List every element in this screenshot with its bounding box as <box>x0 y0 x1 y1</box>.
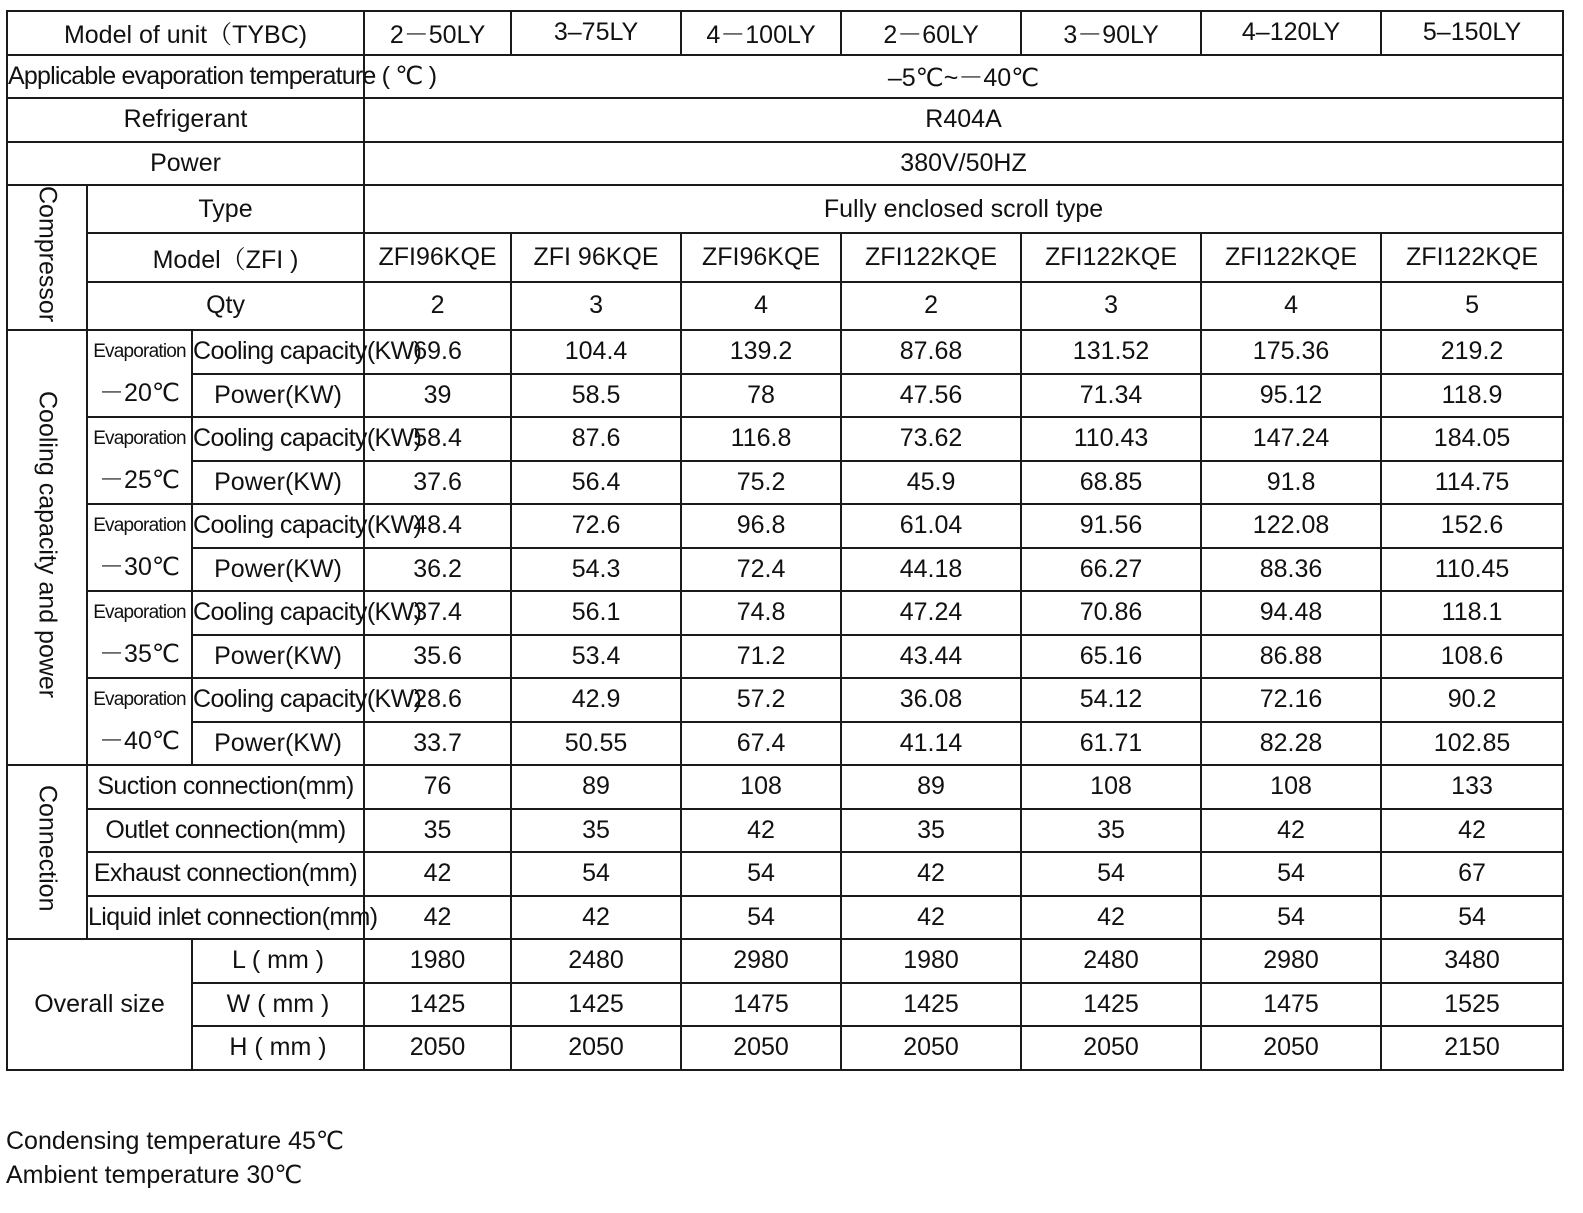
connection-row <box>7 765 1563 809</box>
refrigerant-row <box>7 98 1563 142</box>
dimension-cell: 1425 <box>511 983 681 1027</box>
compressor-qty-cell: 4 <box>1201 282 1381 330</box>
dimension-cell: 1425 <box>1021 983 1201 1027</box>
evaporation-word: Evaporation <box>93 601 186 623</box>
power-kw-label: Power(KW) <box>192 722 364 766</box>
dimension-cell: 3480 <box>1381 939 1563 983</box>
cooling-power-cell: 67.4 <box>681 722 841 766</box>
evaporation-temperature-row <box>7 55 1563 99</box>
connection-cell: 54 <box>1021 852 1201 896</box>
compressor-group <box>7 185 87 330</box>
cooling-capacity-cell: 72.6 <box>511 504 681 548</box>
power-kw-label: Power(KW) <box>192 635 364 679</box>
power-value: 380V/50HZ <box>364 142 1563 186</box>
evaporation-temp-value: －40℃ <box>99 726 180 755</box>
cooling-capacity-label: Cooling capacity(KW) <box>192 591 364 635</box>
model-header: 3－90LY <box>1021 11 1201 55</box>
connection-label: Outlet connection(mm) <box>87 809 364 853</box>
dimension-label: W ( mm ) <box>192 983 364 1027</box>
compressor-model-cell: ZFI122KQE <box>1201 233 1381 281</box>
connection-cell: 42 <box>364 852 511 896</box>
connection-cell: 108 <box>1021 765 1201 809</box>
connection-cell: 89 <box>511 765 681 809</box>
compressor-qty-cell: 2 <box>364 282 511 330</box>
connection-cell: 35 <box>364 809 511 853</box>
cooling-capacity-cell: 58.4 <box>364 417 511 461</box>
connection-label: Exhaust connection(mm) <box>87 852 364 896</box>
cooling-capacity-cell: 57.2 <box>681 678 841 722</box>
dimension-cell: 2050 <box>364 1026 511 1070</box>
cooling-capacity-cell: 110.43 <box>1021 417 1201 461</box>
cooling-power-cell: 58.5 <box>511 374 681 418</box>
cooling-power-cell: 43.44 <box>841 635 1021 679</box>
connection-cell: 54 <box>681 852 841 896</box>
cooling-group <box>7 330 87 765</box>
dimension-cell: 1475 <box>1201 983 1381 1027</box>
connection-cell: 54 <box>1201 896 1381 940</box>
cooling-capacity-cell: 28.6 <box>364 678 511 722</box>
connection-cell: 133 <box>1381 765 1563 809</box>
cooling-power-cell: 78 <box>681 374 841 418</box>
cooling-capacity-cell: 74.8 <box>681 591 841 635</box>
dimension-cell: 2980 <box>1201 939 1381 983</box>
evaporation-temp-cell <box>87 504 192 591</box>
cooling-capacity-label: Cooling capacity(KW) <box>192 330 364 374</box>
connection-cell: 35 <box>511 809 681 853</box>
model-header: 4–120LY <box>1201 11 1381 55</box>
cooling-power-cell: 75.2 <box>681 461 841 505</box>
cooling-power-cell: 91.8 <box>1201 461 1381 505</box>
power-kw-label: Power(KW) <box>192 548 364 592</box>
cooling-capacity-row <box>7 330 1563 374</box>
connection-group <box>7 765 87 939</box>
cooling-power-cell: 35.6 <box>364 635 511 679</box>
connection-cell: 67 <box>1381 852 1563 896</box>
compressor-qty-cell: 3 <box>1021 282 1201 330</box>
cooling-power-cell: 88.36 <box>1201 548 1381 592</box>
cooling-power-cell: 39 <box>364 374 511 418</box>
power-row <box>7 142 1563 186</box>
dimension-label: L ( mm ) <box>192 939 364 983</box>
cooling-capacity-cell: 104.4 <box>511 330 681 374</box>
cooling-power-cell: 53.4 <box>511 635 681 679</box>
dimension-cell: 1525 <box>1381 983 1563 1027</box>
cooling-power-cell: 71.2 <box>681 635 841 679</box>
evaporation-temp-value: －25℃ <box>99 465 180 494</box>
cooling-capacity-cell: 70.86 <box>1021 591 1201 635</box>
compressor-qty-cell: 5 <box>1381 282 1563 330</box>
cooling-capacity-cell: 219.2 <box>1381 330 1563 374</box>
connection-cell: 42 <box>1201 809 1381 853</box>
header-row <box>7 11 1563 55</box>
note-condensing-temperature: Condensing temperature 45℃ <box>6 1127 345 1155</box>
cooling-capacity-cell: 61.04 <box>841 504 1021 548</box>
connection-cell: 54 <box>1381 896 1563 940</box>
compressor-model-row <box>7 233 1563 281</box>
cooling-capacity-cell: 118.1 <box>1381 591 1563 635</box>
overall-size-row <box>7 1026 1563 1070</box>
cooling-power-cell: 56.4 <box>511 461 681 505</box>
connection-cell: 76 <box>364 765 511 809</box>
connection-row <box>7 896 1563 940</box>
cooling-power-cell: 33.7 <box>364 722 511 766</box>
connection-row <box>7 852 1563 896</box>
cooling-power-row <box>7 635 1563 679</box>
cooling-power-cell: 68.85 <box>1021 461 1201 505</box>
power-label: Power <box>7 142 364 186</box>
cooling-capacity-label: Cooling capacity(KW) <box>192 678 364 722</box>
compressor-qty-cell: 2 <box>841 282 1021 330</box>
connection-cell: 108 <box>1201 765 1381 809</box>
cooling-capacity-cell: 48.4 <box>364 504 511 548</box>
cooling-capacity-cell: 87.6 <box>511 417 681 461</box>
cooling-capacity-label: Cooling capacity(KW) <box>192 417 364 461</box>
cooling-capacity-row <box>7 504 1563 548</box>
connection-cell: 54 <box>681 896 841 940</box>
cooling-power-cell: 72.4 <box>681 548 841 592</box>
cooling-capacity-cell: 54.12 <box>1021 678 1201 722</box>
cooling-capacity-cell: 90.2 <box>1381 678 1563 722</box>
compressor-group-label: Compressor <box>33 186 62 323</box>
connection-cell: 42 <box>841 852 1021 896</box>
evaporation-word: Evaporation <box>93 688 186 710</box>
connection-label: Liquid inlet connection(mm) <box>87 896 364 940</box>
dimension-cell: 2050 <box>1201 1026 1381 1070</box>
compressor-type-row <box>7 185 1563 233</box>
cooling-capacity-cell: 37.4 <box>364 591 511 635</box>
cooling-capacity-cell: 139.2 <box>681 330 841 374</box>
cooling-power-cell: 41.14 <box>841 722 1021 766</box>
connection-row <box>7 809 1563 853</box>
cooling-capacity-cell: 96.8 <box>681 504 841 548</box>
notes <box>6 1124 344 1192</box>
compressor-model-label: Model（ZFI ) <box>87 233 364 281</box>
connection-cell: 42 <box>364 896 511 940</box>
cooling-power-cell: 36.2 <box>364 548 511 592</box>
cooling-power-row <box>7 461 1563 505</box>
dimension-cell: 2050 <box>681 1026 841 1070</box>
dimension-cell: 2050 <box>511 1026 681 1070</box>
evaporation-temp-value: －35℃ <box>99 639 180 668</box>
cooling-capacity-cell: 72.16 <box>1201 678 1381 722</box>
cooling-capacity-cell: 36.08 <box>841 678 1021 722</box>
model-header: 3–75LY <box>511 11 681 55</box>
dimension-cell: 1980 <box>364 939 511 983</box>
cooling-capacity-cell: 73.62 <box>841 417 1021 461</box>
cooling-power-row <box>7 548 1563 592</box>
evaporation-temp-value: －20℃ <box>99 378 180 407</box>
compressor-model-cell: ZFI122KQE <box>1021 233 1201 281</box>
cooling-capacity-cell: 94.48 <box>1201 591 1381 635</box>
refrigerant-label: Refrigerant <box>7 98 364 142</box>
cooling-capacity-cell: 56.1 <box>511 591 681 635</box>
connection-cell: 42 <box>1021 896 1201 940</box>
cooling-power-cell: 114.75 <box>1381 461 1563 505</box>
evaporation-word: Evaporation <box>93 340 186 362</box>
power-kw-label: Power(KW) <box>192 461 364 505</box>
connection-cell: 108 <box>681 765 841 809</box>
compressor-qty-cell: 3 <box>511 282 681 330</box>
cooling-power-cell: 50.55 <box>511 722 681 766</box>
compressor-type-label: Type <box>87 185 364 233</box>
overall-size-label: Overall size <box>7 939 192 1070</box>
dimension-cell: 2480 <box>511 939 681 983</box>
model-header: 4－100LY <box>681 11 841 55</box>
cooling-capacity-cell: 87.68 <box>841 330 1021 374</box>
spec-table <box>6 10 1564 1071</box>
cooling-power-cell: 82.28 <box>1201 722 1381 766</box>
cooling-power-cell: 44.18 <box>841 548 1021 592</box>
cooling-power-cell: 61.71 <box>1021 722 1201 766</box>
cooling-capacity-cell: 69.6 <box>364 330 511 374</box>
cooling-capacity-row <box>7 417 1563 461</box>
power-kw-label: Power(KW) <box>192 374 364 418</box>
compressor-qty-row <box>7 282 1563 330</box>
cooling-capacity-cell: 116.8 <box>681 417 841 461</box>
cooling-capacity-row <box>7 591 1563 635</box>
cooling-capacity-cell: 91.56 <box>1021 504 1201 548</box>
compressor-model-cell: ZFI96KQE <box>681 233 841 281</box>
dimension-cell: 2050 <box>1021 1026 1201 1070</box>
compressor-model-cell: ZFI 96KQE <box>511 233 681 281</box>
cooling-capacity-cell: 184.05 <box>1381 417 1563 461</box>
evaporation-temperature-label: Applicable evaporation temperature ( ℃ ) <box>7 55 364 99</box>
cooling-capacity-cell: 122.08 <box>1201 504 1381 548</box>
model-header: 2－50LY <box>364 11 511 55</box>
evaporation-temperature-value: –5℃~－40℃ <box>364 55 1563 99</box>
model-header: 2－60LY <box>841 11 1021 55</box>
cooling-capacity-cell: 152.6 <box>1381 504 1563 548</box>
cooling-capacity-label: Cooling capacity(KW) <box>192 504 364 548</box>
connection-cell: 42 <box>511 896 681 940</box>
evaporation-word: Evaporation <box>93 514 186 536</box>
model-of-unit-label: Model of unit（TYBC) <box>7 11 364 55</box>
dimension-cell: 2980 <box>681 939 841 983</box>
cooling-power-cell: 102.85 <box>1381 722 1563 766</box>
overall-size-row <box>7 983 1563 1027</box>
dimension-cell: 1980 <box>841 939 1021 983</box>
dimension-cell: 1425 <box>841 983 1021 1027</box>
cooling-power-cell: 37.6 <box>364 461 511 505</box>
cooling-power-cell: 45.9 <box>841 461 1021 505</box>
cooling-capacity-cell: 47.24 <box>841 591 1021 635</box>
model-header: 5–150LY <box>1381 11 1563 55</box>
evaporation-temp-cell <box>87 417 192 504</box>
evaporation-temp-cell <box>87 330 192 417</box>
connection-cell: 42 <box>841 896 1021 940</box>
evaporation-temp-cell <box>87 678 192 765</box>
refrigerant-value: R404A <box>364 98 1563 142</box>
cooling-power-cell: 108.6 <box>1381 635 1563 679</box>
compressor-type-value: Fully enclosed scroll type <box>364 185 1563 233</box>
dimension-cell: 2150 <box>1381 1026 1563 1070</box>
cooling-power-row <box>7 374 1563 418</box>
connection-cell: 42 <box>681 809 841 853</box>
dimension-cell: 1475 <box>681 983 841 1027</box>
cooling-power-cell: 54.3 <box>511 548 681 592</box>
overall-size-row <box>7 939 1563 983</box>
cooling-power-cell: 110.45 <box>1381 548 1563 592</box>
connection-label: Suction connection(mm) <box>87 765 364 809</box>
cooling-capacity-cell: 147.24 <box>1201 417 1381 461</box>
cooling-power-cell: 118.9 <box>1381 374 1563 418</box>
cooling-capacity-cell: 42.9 <box>511 678 681 722</box>
connection-cell: 89 <box>841 765 1021 809</box>
dimension-label: H ( mm ) <box>192 1026 364 1070</box>
cooling-power-cell: 47.56 <box>841 374 1021 418</box>
dimension-cell: 1425 <box>364 983 511 1027</box>
connection-group-label: Connection <box>33 785 62 912</box>
compressor-qty-label: Qty <box>87 282 364 330</box>
cooling-capacity-cell: 175.36 <box>1201 330 1381 374</box>
cooling-power-row <box>7 722 1563 766</box>
cooling-power-cell: 66.27 <box>1021 548 1201 592</box>
connection-cell: 35 <box>1021 809 1201 853</box>
cooling-power-cell: 95.12 <box>1201 374 1381 418</box>
dimension-cell: 2050 <box>841 1026 1021 1070</box>
connection-cell: 54 <box>511 852 681 896</box>
evaporation-temp-cell <box>87 591 192 678</box>
cooling-capacity-row <box>7 678 1563 722</box>
connection-cell: 35 <box>841 809 1021 853</box>
compressor-model-cell: ZFI122KQE <box>841 233 1021 281</box>
evaporation-temp-value: －30℃ <box>99 552 180 581</box>
cooling-power-cell: 71.34 <box>1021 374 1201 418</box>
cooling-power-cell: 65.16 <box>1021 635 1201 679</box>
compressor-model-cell: ZFI122KQE <box>1381 233 1563 281</box>
evaporation-word: Evaporation <box>93 427 186 449</box>
connection-cell: 42 <box>1381 809 1563 853</box>
dimension-cell: 2480 <box>1021 939 1201 983</box>
connection-cell: 54 <box>1201 852 1381 896</box>
cooling-group-label: Cooling capacity and power <box>33 390 62 698</box>
note-ambient-temperature: Ambient temperature 30℃ <box>6 1161 303 1189</box>
compressor-model-cell: ZFI96KQE <box>364 233 511 281</box>
cooling-capacity-cell: 131.52 <box>1021 330 1201 374</box>
cooling-power-cell: 86.88 <box>1201 635 1381 679</box>
compressor-qty-cell: 4 <box>681 282 841 330</box>
